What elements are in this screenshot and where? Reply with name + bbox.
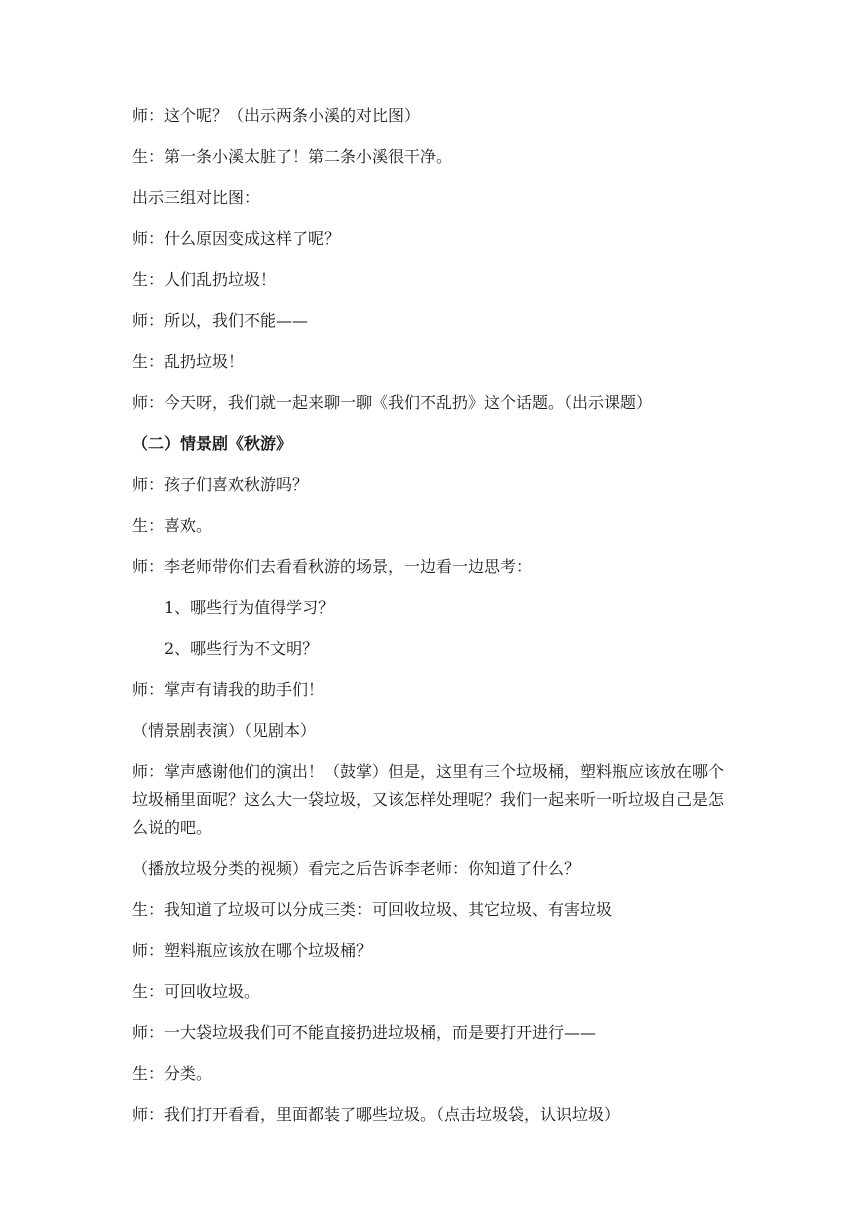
dialogue-line: 师：今天呀，我们就一起来聊一聊《我们不乱扔》这个话题。（出示课题） xyxy=(132,393,653,412)
dialogue-line: 生：分类。 xyxy=(132,1064,213,1083)
dialogue-line: 生：喜欢。 xyxy=(132,516,213,535)
dialogue-line: 师：李老师带你们去看看秋游的场景，一边看一边思考： xyxy=(132,557,533,576)
dialogue-line: 师：塑料瓶应该放在哪个垃圾桶？ xyxy=(132,941,373,960)
dialogue-line: 生：乱扔垃圾！ xyxy=(132,352,245,371)
dialogue-line: 生：可回收垃圾。 xyxy=(132,982,261,1001)
question-item: 2、哪些行为不文明？ xyxy=(164,639,319,658)
dialogue-line: 生：人们乱扔垃圾！ xyxy=(132,270,277,289)
stage-direction: （情景剧表演）（见剧本） xyxy=(132,721,317,740)
dialogue-line: 师：这个呢？（出示两条小溪的对比图） xyxy=(132,106,421,125)
dialogue-line: 师：什么原因变成这样了呢？ xyxy=(132,229,341,248)
dialogue-paragraph: 师：掌声感谢他们的演出！（鼓掌）但是，这里有三个垃圾桶，塑料瓶应该放在哪个垃圾桶里面呢？这么大一袋垃圾，又该怎样处理呢？我们一起来听一听垃圾自己是怎么说的吧。 xyxy=(132,762,725,837)
dialogue-line: 出示三组对比图： xyxy=(132,188,261,207)
dialogue-line: 师：掌声有请我的助手们！ xyxy=(132,680,325,699)
dialogue-line: 生：第一条小溪太脏了！第二条小溪很干净。 xyxy=(132,147,453,166)
dialogue-line: 师：孩子们喜欢秋游吗？ xyxy=(132,475,309,494)
dialogue-line: 生：我知道了垃圾可以分成三类：可回收垃圾、其它垃圾、有害垃圾 xyxy=(132,900,613,919)
dialogue-line: 师：所以，我们不能—— xyxy=(132,311,309,330)
dialogue-line: 师：我们打开看看，里面都装了哪些垃圾。（点击垃圾袋，认识垃圾） xyxy=(132,1105,621,1124)
document-body xyxy=(132,102,732,1142)
question-item: 1、哪些行为值得学习？ xyxy=(164,598,335,617)
stage-direction: （播放垃圾分类的视频）看完之后告诉李老师：你知道了什么？ xyxy=(132,859,581,878)
section-heading: （二）情景剧《秋游》 xyxy=(132,434,293,453)
dialogue-line: 师：一大袋垃圾我们可不能直接扔进垃圾桶，而是要打开进行—— xyxy=(132,1023,597,1042)
